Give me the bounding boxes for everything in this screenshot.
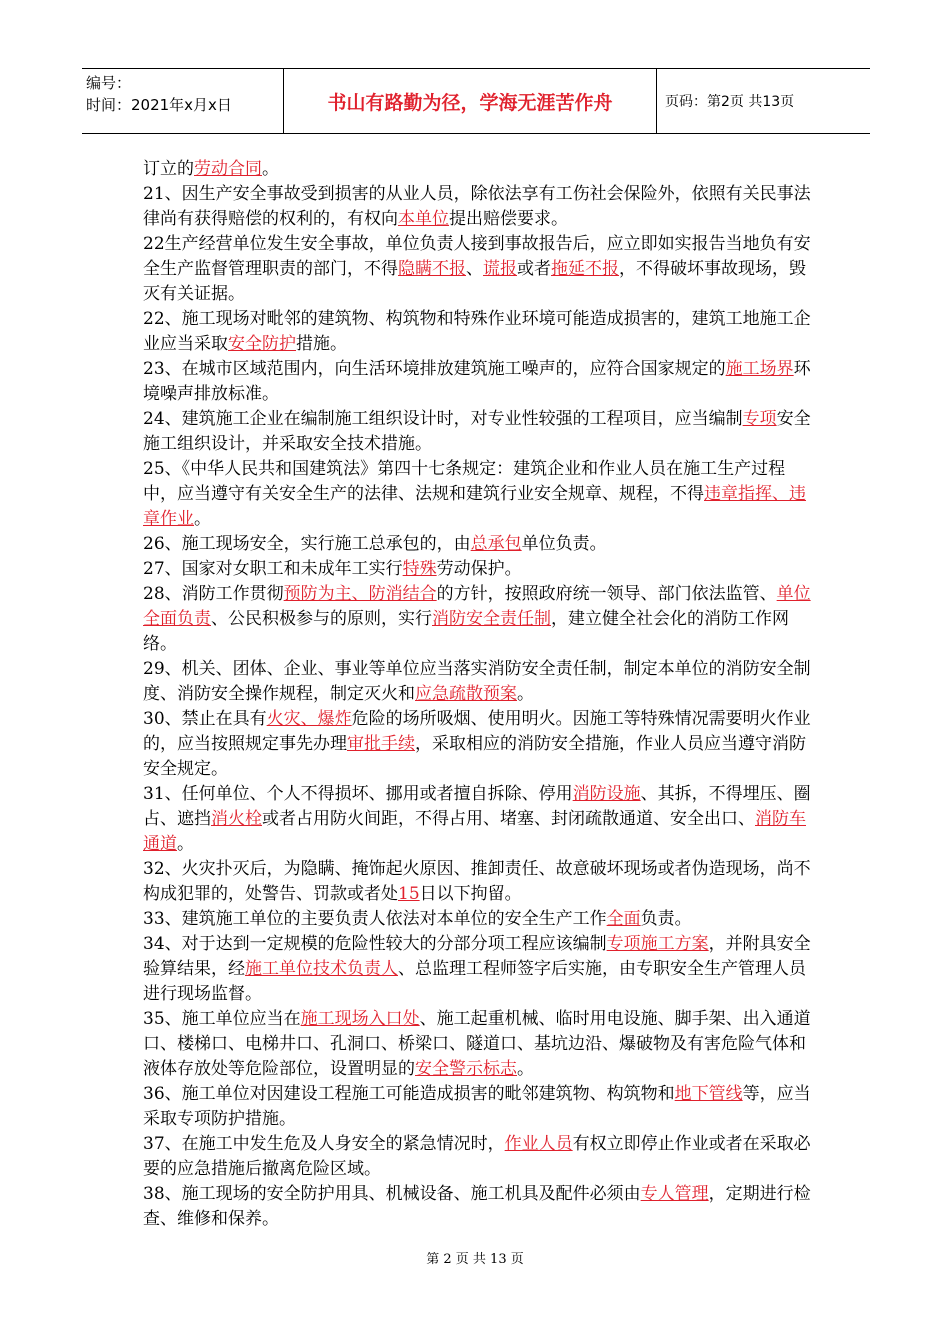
paragraph (143, 1182, 811, 1232)
highlighted-term: 施工单位技术负责人 (245, 959, 398, 979)
document-body (143, 157, 811, 1232)
text-segment: ，建立健全社会化的消防工作网络。 (143, 609, 789, 654)
time-line: 时间：2021年x月x日 (86, 96, 232, 114)
text-segment: 23、在城市区域范围内，向生活环境排放建筑施工噪声的，应符合国家规定的 (143, 359, 726, 379)
highlighted-term: 火灾、爆炸 (266, 709, 352, 729)
text-segment: 负责。 (640, 909, 692, 929)
highlighted-term: 拖延不报 (551, 259, 619, 279)
highlighted-term: 消防车通道 (143, 809, 806, 854)
text-segment: 安全施工组织设计，并采取安全技术措施。 (143, 409, 811, 454)
text-segment: 有权立即停止作业或者在采取必要的应急措施后撤离危险区域。 (143, 1134, 811, 1179)
paragraph (143, 907, 811, 932)
text-segment: 34、对于达到一定规模的危险性较大的分部分项工程应该编制 (143, 934, 607, 954)
text-segment: 措施。 (296, 334, 347, 354)
text-segment: 订立的 (143, 159, 194, 179)
paragraph (143, 157, 811, 182)
highlighted-term: 隐瞒不报 (398, 259, 466, 279)
text-segment: 37、在施工中发生危及人身安全的紧急情况时， (143, 1134, 505, 1154)
text-segment: 33、建筑施工单位的主要负责人依法对本单位的安全生产工作 (143, 909, 607, 929)
paragraph (143, 657, 811, 707)
highlighted-term: 单位全面负责 (143, 584, 811, 629)
text-segment: 31、任何单位、个人不得损坏、挪用或者擅自拆除、停用 (143, 784, 573, 804)
highlighted-term: 本单位 (398, 209, 449, 229)
paragraph (143, 457, 811, 532)
highlighted-term: 专人管理 (640, 1184, 709, 1204)
text-segment: 或者 (517, 259, 551, 279)
text-segment: 环境噪声排放标准。 (143, 359, 811, 404)
paragraph (143, 307, 811, 357)
text-segment: 。 (517, 684, 534, 704)
highlighted-term: 专项施工方案 (606, 934, 709, 954)
highlighted-term: 劳动合同 (194, 159, 262, 179)
header-meta (82, 69, 284, 133)
paragraph (143, 232, 811, 307)
text-segment: 、其拆，不得埋压、圈占、遮挡 (143, 784, 811, 829)
text-segment: 、施工起重机械、临时用电设施、脚手架、出入通道口、楼梯口、电梯井口、孔洞口、桥梁口、隧道口、基坑边沿、爆破物及有害危险气体和液体存放处等危险部位，设置明显的 (143, 1009, 811, 1079)
paragraph (143, 582, 811, 657)
highlighted-term: 全面 (606, 909, 641, 929)
text-segment: 。 (262, 159, 279, 179)
header-page-info: 页码：第2页 共13页 (665, 94, 795, 110)
text-segment: 21、因生产安全事故受到损害的从业人员，除依法享有工伤社会保险外，依照有关民事法律尚有获得赔偿的权利的，有权向 (143, 184, 811, 229)
text-segment: 38、施工现场的安全防护用具、机械设备、施工机具及配件必须由 (143, 1184, 641, 1204)
highlighted-term: 谎报 (483, 259, 517, 279)
text-segment: 。 (194, 509, 211, 529)
text-segment: 36、施工单位对因建设工程施工可能造成损害的毗邻建筑物、构筑物和 (143, 1084, 675, 1104)
text-segment: 劳动保护。 (436, 559, 522, 579)
text-segment: 危险的场所吸烟、使用明火。因施工等特殊情况需要明火作业的，应当按照规定事先办理 (143, 709, 811, 754)
text-segment: 22生产经营单位发生安全事故，单位负责人接到事故报告后，应立即如实报告当地负有安全生产监督管理职责的部门，不得 (143, 234, 811, 279)
highlighted-term: 预防为主、防消结合 (283, 584, 437, 604)
text-segment: 、总监理工程师签字后实施，由专职安全生产管理人员进行现场监督。 (143, 959, 806, 1004)
highlighted-term: 安全警示标志 (415, 1059, 517, 1079)
page-header (82, 68, 870, 134)
page-footer: 第 2 页 共 13 页 (426, 1252, 524, 1267)
text-segment: 。 (517, 1059, 534, 1079)
text-segment: 等，应当采取专项防护措施。 (143, 1084, 811, 1129)
highlighted-term: 安全防护 (228, 334, 296, 354)
highlighted-term: 应急疏散预案 (415, 684, 517, 704)
highlighted-term: 特殊 (402, 559, 437, 579)
paragraph (143, 557, 811, 582)
paragraph (143, 1132, 811, 1182)
text-segment: 35、施工单位应当在 (143, 1009, 301, 1029)
text-segment: 30、禁止在具有 (143, 709, 267, 729)
text-segment: 、 (466, 259, 483, 279)
paragraph (143, 1082, 811, 1132)
highlighted-term: 作业人员 (504, 1134, 573, 1154)
highlighted-term: 专项 (742, 409, 777, 429)
text-segment: 29、机关、团体、企业、事业等单位应当落实消防安全责任制，制定本单位的消防安全制度、消防安全操作规程，制定灭火和 (143, 659, 811, 704)
text-segment: 24、建筑施工企业在编制施工组织设计时，对专业性较强的工程项目，应当编制 (143, 409, 743, 429)
text-segment: 22、施工现场对毗邻的建筑物、构筑物和特殊作业环境可能造成损害的，建筑工地施工企业应当采取 (143, 309, 811, 354)
text-segment: ，不得破坏事故现场，毁灭有关证据。 (143, 259, 806, 304)
text-segment: 26、施工现场安全，实行施工总承包的，由 (143, 534, 471, 554)
text-segment: 28、消防工作贯彻 (143, 584, 284, 604)
text-segment: 32、火灾扑灭后，为隐瞒、掩饰起火原因、推卸责任、故意破坏现场或者伪造现场，尚不构成犯罪的，处警告、罚款或者处 (143, 859, 811, 904)
paragraph (143, 707, 811, 782)
paragraph (143, 782, 811, 857)
paragraph (143, 857, 811, 907)
text-segment: ，定期进行检查、维修和保养。 (143, 1184, 811, 1229)
text-segment: 25、《中华人民共和国建筑法》第四十七条规定：建筑企业和作业人员在施工生产过程中，应当遵守有关安全生产的法律、法规和建筑行业安全规章、规程，不得 (143, 459, 786, 504)
text-segment: 或者占用防火间距，不得占用、堵塞、封闭疏散通道、安全出口、 (262, 809, 755, 829)
text-segment: ，采取相应的消防安全措施，作业人员应当遵守消防安全规定。 (143, 734, 806, 779)
paragraph (143, 357, 811, 407)
paragraph (143, 1007, 811, 1082)
paragraph (143, 932, 811, 1007)
text-segment: 提出赔偿要求。 (449, 209, 568, 229)
highlighted-term: 消防安全责任制 (432, 609, 551, 629)
text-segment: 。 (177, 834, 194, 854)
header-motto: 书山有路勤为径，学海无涯苦作舟 (284, 69, 657, 133)
paragraph (143, 407, 811, 457)
highlighted-term: 违章指挥、违章作业 (143, 484, 806, 529)
highlighted-term: 施工现场入口处 (300, 1009, 420, 1029)
text-segment: 的方针，按照政府统一领导、部门依法监管、 (436, 584, 777, 604)
text-segment: 、公民积极参与的原则，实行 (211, 609, 432, 629)
highlighted-term: 15 (398, 884, 420, 904)
highlighted-term: 施工场界 (725, 359, 794, 379)
highlighted-term: 地下管线 (674, 1084, 743, 1104)
highlighted-term: 消防设施 (572, 784, 641, 804)
text-segment: ，并附具安全验算结果，经 (143, 934, 811, 979)
text-segment: 27、国家对女职工和未成年工实行 (143, 559, 403, 579)
serial-label: 编号： (86, 74, 132, 92)
paragraph (143, 532, 811, 557)
text-segment: 日以下拘留。 (419, 884, 522, 904)
highlighted-term: 总承包 (470, 534, 522, 554)
text-segment: 单位负责。 (521, 534, 607, 554)
highlighted-term: 审批手续 (347, 734, 415, 754)
paragraph (143, 182, 811, 232)
highlighted-term: 消火栓 (211, 809, 262, 829)
